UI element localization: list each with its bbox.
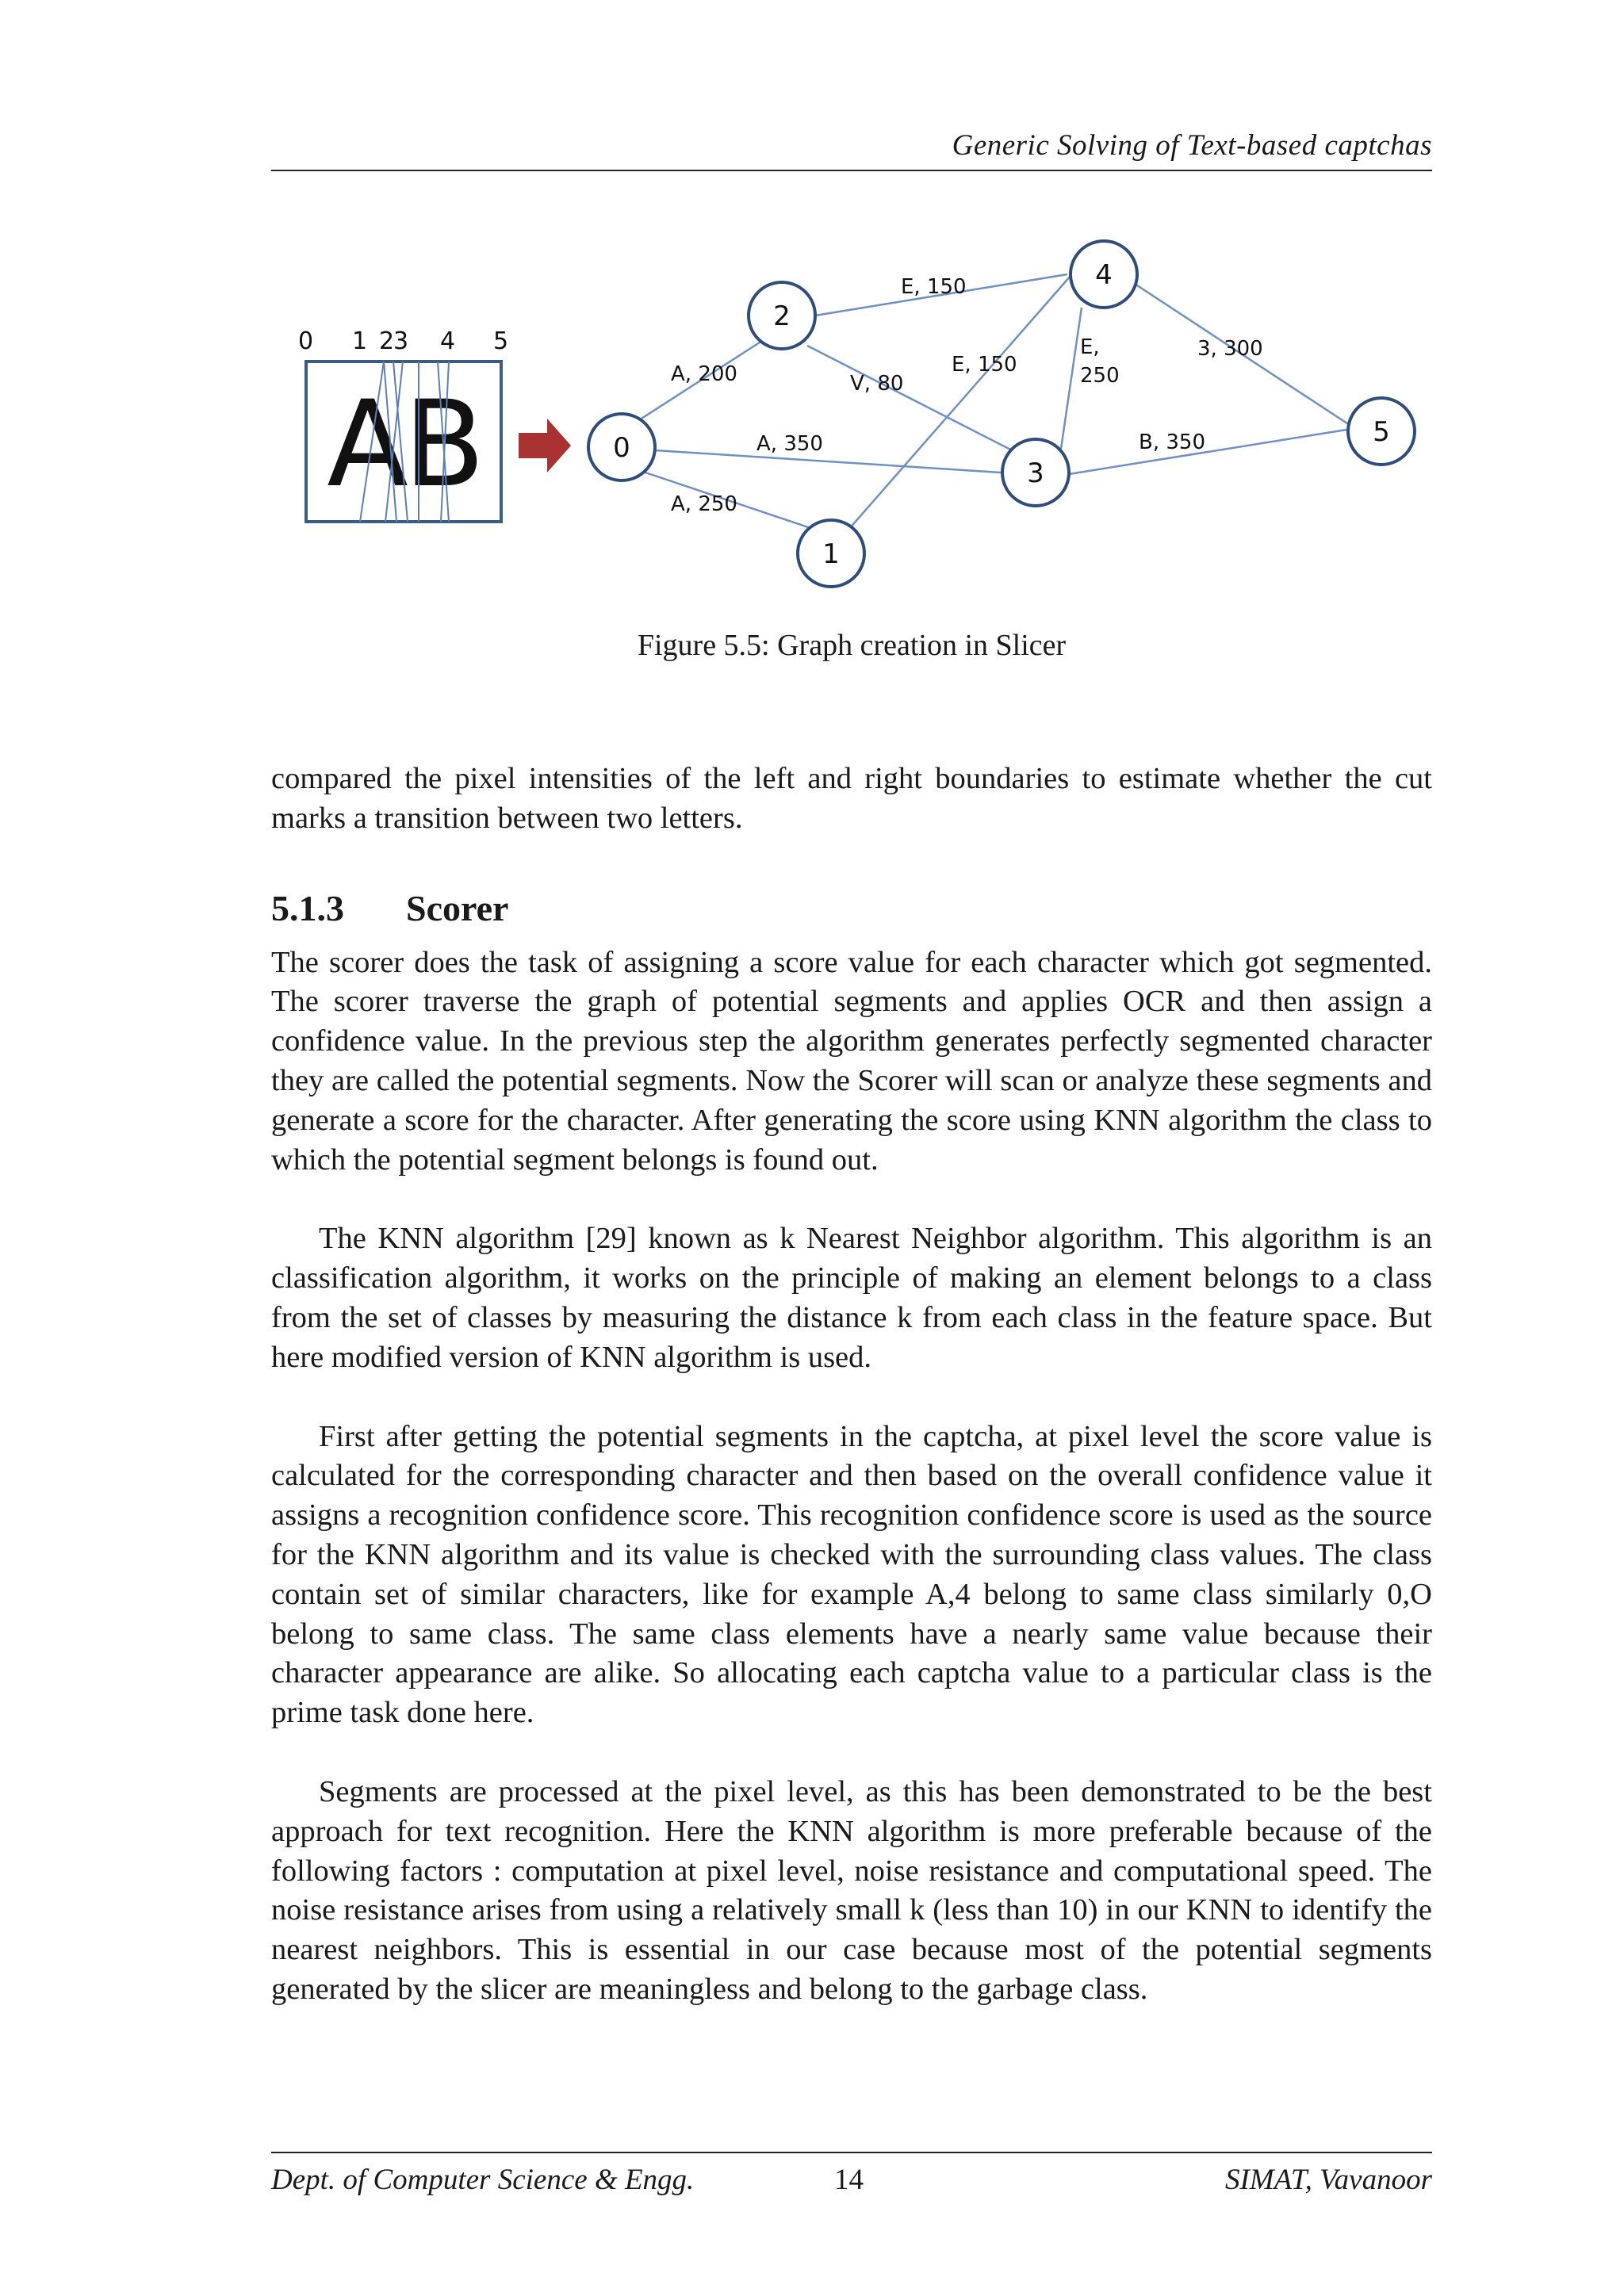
edge-3-5 — [1069, 430, 1346, 474]
graph-node-label-1: 1 — [822, 538, 840, 570]
graph-node-label-4: 4 — [1095, 259, 1113, 291]
paragraph-intro: compared the pixel intensities of the left and right boundaries to estimate whether the cut marks a transition between two letters. — [271, 762, 1432, 835]
cut-label-2: 2 — [379, 327, 395, 355]
edge-label-2-4: E, 150 — [901, 275, 967, 299]
edge-label-2-3: V, 80 — [850, 372, 904, 396]
cut-label-1: 1 — [352, 327, 368, 355]
slicer-graph-figure — [0, 0, 1624, 618]
page-footer — [271, 2152, 1432, 2210]
edge-label-3-4-a: E, — [1080, 335, 1100, 359]
figure-caption: Figure 5.5: Graph creation in Slicer — [637, 629, 1067, 662]
edge-label-0-1: A, 250 — [671, 492, 737, 516]
paragraph-3: First after getting the potential segments in the captcha, at pixel level the score value is calculated for the corresponding character and then based on the overall confidence value it assigns a recognition confidence score. This recognition confidence score is used as the source for the KNN algorithm and its value is checked with the surrounding class values. The class contain set of similar characters, like for example A,4 belong to same class similarly 0,O belong to same class. The same class elements have a nearly same value because their character appearance are alike. So allocating each captcha value to a particular class is the prime task done here. — [271, 1419, 1432, 1730]
edge-label-4-5: 3, 300 — [1197, 337, 1263, 361]
graph-edges — [622, 274, 1354, 530]
graph-node-label-3: 3 — [1027, 457, 1044, 489]
page-number: 14 — [834, 2164, 864, 2196]
edge-label-0-2: A, 200 — [671, 362, 737, 386]
paragraph-2: The KNN algorithm [29] known as k Nearest Neighbor algorithm. This algorithm is an classification algorithm, it works on the principle of making an element belongs to a class from the set of classes by measuring the distance k from each class in the feature space. But here modified version of KNN algorithm is used. — [271, 1222, 1432, 1374]
captcha-text: AB — [327, 376, 481, 514]
cut-label-5: 5 — [493, 327, 509, 355]
edge-3-4 — [1061, 308, 1082, 449]
edge-0-3 — [655, 450, 1001, 473]
edge-label-0-3: A, 350 — [756, 432, 823, 456]
running-title: Generic Solving of Text-based captchas — [952, 129, 1432, 162]
body-text — [271, 760, 1432, 2010]
section-heading — [271, 886, 1432, 931]
edge-label-3-4-b: 250 — [1080, 364, 1120, 388]
footer-institution: SIMAT, Vavanoor — [1224, 2164, 1432, 2196]
right-arrow-icon — [519, 419, 571, 473]
section-number: 5.1.3 — [271, 887, 344, 928]
footer-department: Dept. of Computer Science & Engg. — [271, 2164, 695, 2196]
paragraph-4: Segments are processed at the pixel level, as this has been demonstrated to be the best approach for text recognition. Here the KNN algorithm is more preferable because of the following factors : computation at pixel level, noise resistance and computational speed. The noise resistance arises from using a relatively small k (less than 10) in our KNN to identify the nearest neighbors. This is essential in our case because most of the potential segments generated by the slicer are meaningless and belong to the garbage class. — [271, 1774, 1432, 2006]
cut-label-3: 3 — [393, 327, 409, 355]
section-title: Scorer — [406, 887, 509, 928]
graph-node-label-2: 2 — [773, 300, 791, 332]
edge-label-3-5: B, 350 — [1139, 430, 1205, 454]
paragraph-1: The scorer does the task of assigning a score value for each character which got segmented. The scorer traverse the graph of potential segments and applies OCR and then assign a confidence value. In the previous step the algorithm generates perfectly segmented character they are called the potential segments. Now the Scorer will scan or analyze these segments and generate a score for the character. After generating the score using KNN algorithm the class to which the potential segment belongs is found out. — [271, 945, 1432, 1177]
cut-label-0: 0 — [298, 327, 314, 355]
graph-node-label-5: 5 — [1373, 416, 1390, 448]
graph-node-label-0: 0 — [613, 432, 630, 464]
edge-label-1-4: E, 150 — [952, 353, 1017, 377]
cut-label-4: 4 — [440, 327, 456, 355]
